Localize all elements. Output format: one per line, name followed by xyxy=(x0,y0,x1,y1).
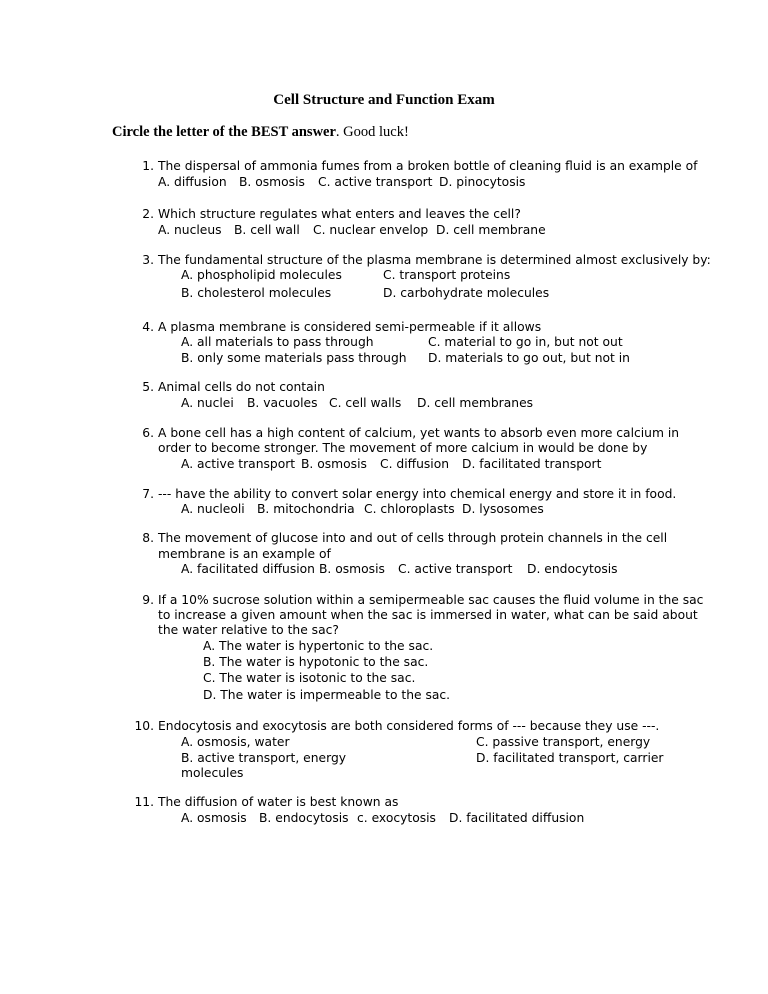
answer-a: A. nuclei xyxy=(181,396,234,410)
answer-c: c. exocytosis xyxy=(357,811,436,825)
question-number: 2. xyxy=(142,207,154,221)
answer-c: C. active transport xyxy=(318,175,433,189)
question-text: the water relative to the sac? xyxy=(158,623,339,637)
answer-a: A. all materials to pass through xyxy=(181,335,374,349)
answer-b: B. active transport, energy xyxy=(181,751,347,765)
answer-b: B. endocytosis xyxy=(259,811,349,825)
question-number: 9. xyxy=(142,593,154,607)
answer-a: A. osmosis xyxy=(181,811,247,825)
answer-c: C. material to go in, but not out xyxy=(428,335,623,349)
question-text: Which structure regulates what enters and leaves the cell? xyxy=(158,207,521,221)
answer-d: D. facilitated transport, carrier xyxy=(476,751,664,765)
answer-b: B. osmosis xyxy=(239,175,305,189)
answer-c: C. nuclear envelop xyxy=(313,223,429,237)
answer-a: A. facilitated diffusion xyxy=(181,562,315,576)
question-text: If a 10% sucrose solution within a semipermeable sac causes the fluid volume in the sac xyxy=(158,593,704,607)
answer-b: B. osmosis xyxy=(319,562,385,576)
answer-a: A. The water is hypertonic to the sac. xyxy=(203,639,434,653)
answer-c: C. passive transport, energy xyxy=(476,735,651,749)
answer-d: D. cell membranes xyxy=(417,396,534,410)
question-number: 7. xyxy=(142,487,154,501)
question-text: A plasma membrane is considered semi-permeable if it allows xyxy=(158,320,542,334)
question-text: --- have the ability to convert solar energy into chemical energy and store it in food. xyxy=(158,487,677,501)
answer-a: A. nucleus xyxy=(158,223,222,237)
answer-a: A. active transport xyxy=(181,457,296,471)
question-text: order to become stronger. The movement of more calcium in would be done by xyxy=(158,441,648,455)
answer-a: A. diffusion xyxy=(158,175,227,189)
answer-d: D. endocytosis xyxy=(527,562,618,576)
answer-b-continued: molecules xyxy=(181,766,244,780)
question-text: Endocytosis and exocytosis are both considered forms of --- because they use ---. xyxy=(158,719,660,733)
answer-d: D. facilitated diffusion xyxy=(449,811,585,825)
question-number: 5. xyxy=(142,380,154,394)
question-text: The dispersal of ammonia fumes from a broken bottle of cleaning fluid is an example of xyxy=(158,159,698,173)
answer-d: D. The water is impermeable to the sac. xyxy=(203,688,451,702)
question-number: 4. xyxy=(142,320,154,334)
answer-c: C. active transport xyxy=(398,562,513,576)
question-text: Animal cells do not contain xyxy=(158,380,325,394)
answer-b: B. cell wall xyxy=(234,223,300,237)
answer-d: D. lysosomes xyxy=(462,502,544,516)
answer-b: B. only some materials pass through xyxy=(181,351,407,365)
answer-a: A. osmosis, water xyxy=(181,735,290,749)
answer-d: D. carbohydrate molecules xyxy=(383,286,550,300)
answer-b: B. mitochondria xyxy=(257,502,355,516)
answer-c: C. diffusion xyxy=(380,457,450,471)
question-text: The diffusion of water is best known as xyxy=(158,795,399,809)
answer-d: D. cell membrane xyxy=(436,223,546,237)
instructions xyxy=(112,124,409,141)
answer-c: C. The water is isotonic to the sac. xyxy=(203,671,416,685)
answer-b: B. The water is hypotonic to the sac. xyxy=(203,655,429,669)
answer-a: A. nucleoli xyxy=(181,502,245,516)
answer-d: D. facilitated transport xyxy=(462,457,602,471)
answer-c: C. cell walls xyxy=(329,396,402,410)
question-number: 11. xyxy=(134,795,154,809)
question-number: 1. xyxy=(142,159,154,173)
answer-b: B. vacuoles xyxy=(247,396,318,410)
question-number: 10. xyxy=(134,719,154,733)
answer-c: C. chloroplasts xyxy=(364,502,455,516)
question-number: 6. xyxy=(142,426,154,440)
question-text: A bone cell has a high content of calcium, yet wants to absorb even more calcium in xyxy=(158,426,680,440)
instructions-rest: . Good luck! xyxy=(335,124,409,140)
question-text: The movement of glucose into and out of cells through protein channels in the cell xyxy=(158,531,668,545)
answer-d: D. pinocytosis xyxy=(439,175,526,189)
answer-b: B. osmosis xyxy=(301,457,367,471)
question-number: 3. xyxy=(142,253,154,267)
answer-a: A. phospholipid molecules xyxy=(181,268,342,282)
question-text: membrane is an example of xyxy=(158,547,331,561)
answer-c: C. transport proteins xyxy=(383,268,511,282)
question-text: The fundamental structure of the plasma membrane is determined almost exclusively by: xyxy=(158,253,711,267)
answer-b: B. cholesterol molecules xyxy=(181,286,332,300)
question-number: 8. xyxy=(142,531,154,545)
answer-d: D. materials to go out, but not in xyxy=(428,351,630,365)
page-title: Cell Structure and Function Exam xyxy=(273,92,495,108)
question-text: to increase a given amount when the sac is immersed in water, what can be said about xyxy=(158,608,698,622)
instructions-bold: Circle the letter of the BEST answer xyxy=(112,124,336,140)
